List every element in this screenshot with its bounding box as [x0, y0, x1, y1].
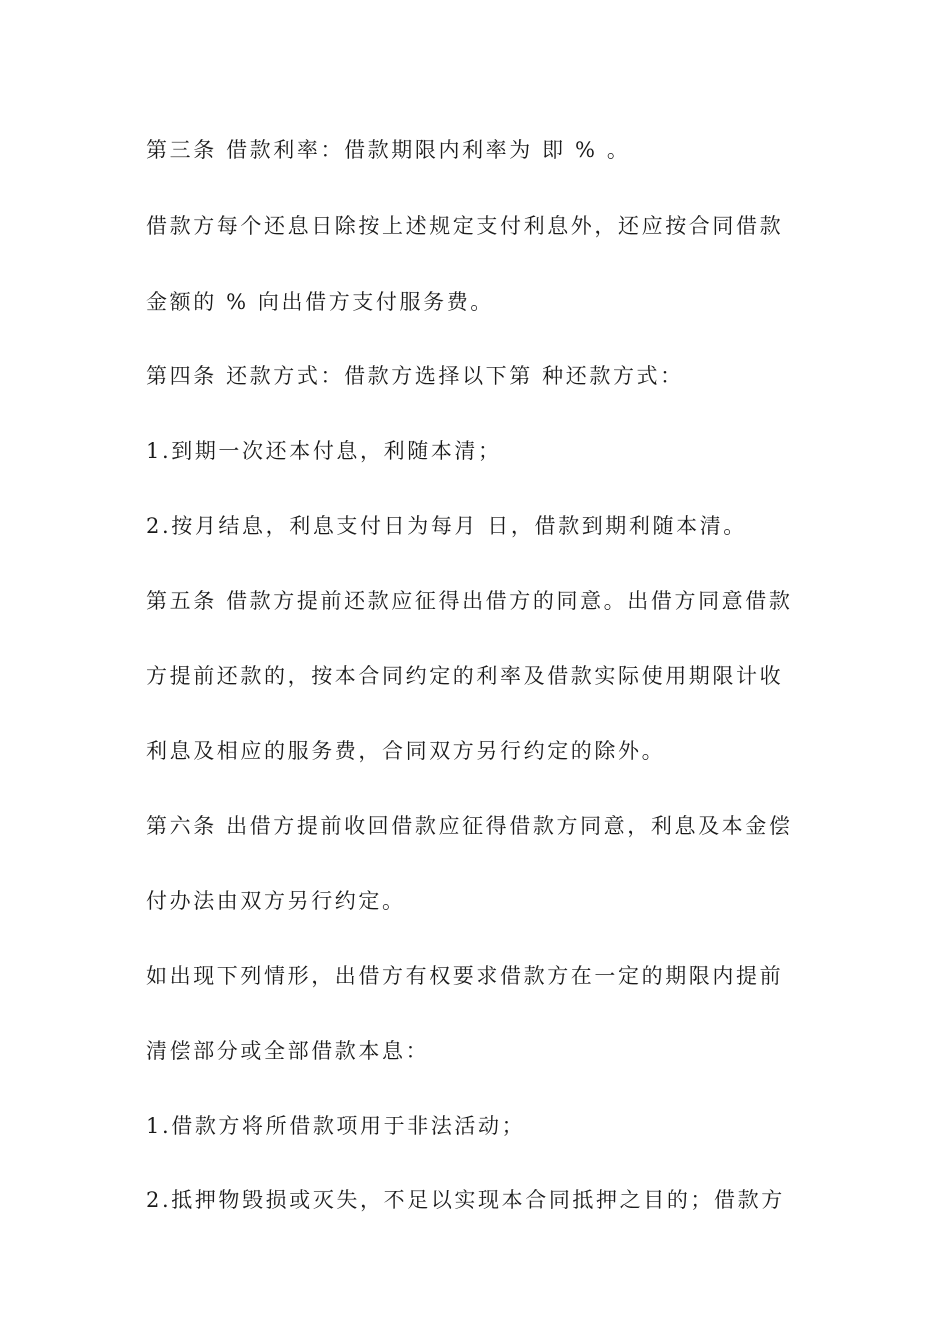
- text-line: 借款方每个还息日除按上述规定支付利息外，还应按合同借款: [146, 214, 784, 238]
- text-line: 方提前还款的，按本合同约定的利率及借款实际使用期限计收: [146, 664, 784, 688]
- text-line: 1.借款方将所借款项用于非法活动；: [146, 1114, 526, 1138]
- text-line: 第六条 出借方提前收回借款应征得借款方同意，利息及本金偿: [146, 814, 793, 838]
- text-line: 利息及相应的服务费，合同双方另行约定的除外。: [146, 739, 666, 763]
- text-line: 清偿部分或全部借款本息：: [146, 1039, 430, 1063]
- text-line: 如出现下列情形，出借方有权要求借款方在一定的期限内提前: [146, 964, 784, 988]
- text-line: 第五条 借款方提前还款应征得出借方的同意。出借方同意借款: [146, 589, 793, 613]
- text-line: 金额的 % 向出借方支付服务费。: [146, 290, 494, 314]
- text-line: 2.抵押物毁损或灭失，不足以实现本合同抵押之目的；借款方: [146, 1188, 785, 1212]
- text-line: 第三条 借款利率：借款期限内利率为 即 % 。: [146, 138, 631, 162]
- text-line: 第四条 还款方式：借款方选择以下第 种还款方式：: [146, 364, 684, 388]
- text-line: 1.到期一次还本付息，利随本清；: [146, 439, 502, 463]
- text-line: 付办法由双方另行约定。: [146, 889, 406, 913]
- text-line: 2.按月结息，利息支付日为每月 日，借款到期利随本清。: [146, 514, 747, 538]
